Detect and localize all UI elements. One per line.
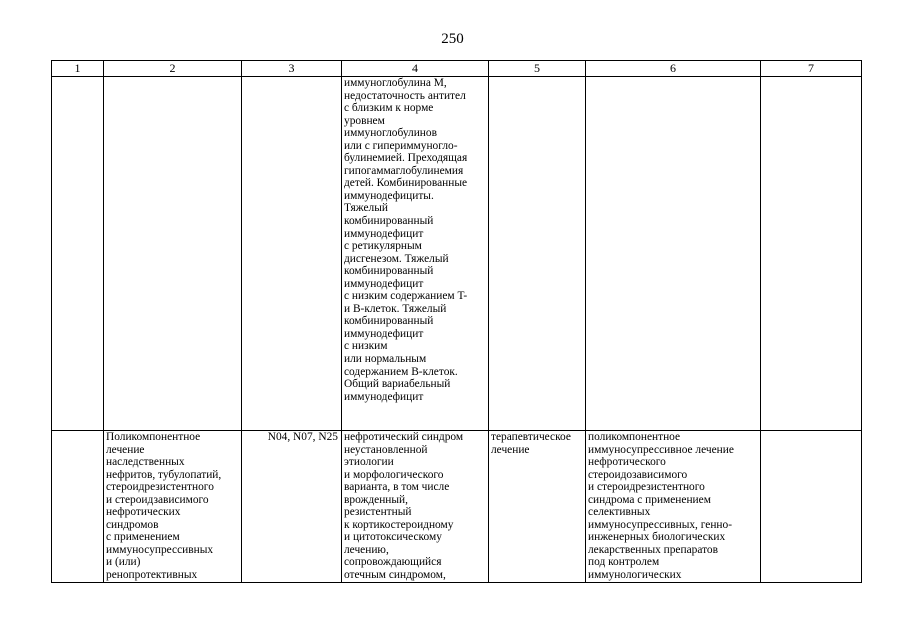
icd-codes-text: N04, N07, N25: [267, 431, 338, 443]
table-cell: [104, 431, 242, 583]
table-cell: [489, 431, 586, 583]
table-cell: [342, 77, 489, 431]
table-row: [52, 77, 862, 431]
table-cell: [342, 431, 489, 583]
care-type-text: Поликомпонентное лечение наследственных нефритов, тубулопатий, стероидрезистентного и стероидзависимого нефротических синдромов с применением иммуносупрессивных и (или) ренопротективных: [106, 431, 222, 582]
table-cell: [761, 431, 862, 583]
table-cell: [586, 77, 761, 431]
treatment-type-text: терапевтическое лечение: [491, 431, 571, 456]
table-cell: [586, 431, 761, 583]
column-number-row: [52, 61, 862, 77]
column-header-1: 1: [52, 61, 104, 77]
table-cell: [242, 431, 342, 583]
medical-care-table: [51, 60, 862, 583]
column-header-5: 5: [489, 61, 586, 77]
column-header-3: 3: [242, 61, 342, 77]
treatment-method-text: поликомпонентное иммуносупрессивное лечение нефротического стероидозависимого и стероидрезистентного синдрома с применением селективных иммуносупрессивных, генно- инженерных биологических лекарственных препаратов под контролем иммунологических: [588, 431, 734, 582]
table-cell: [52, 431, 104, 583]
column-header-6: 6: [586, 61, 761, 77]
diagnosis-text: иммуноглобулина M, недостаточность антител с близким к норме уровнем иммуноглобулинов или с гипериммуногло- булинемией. Преходящая гипогаммаглобулинемия детей. Комбинированные иммунодефициты. Тяжелый комбинированный иммунодефицит с ретикулярным дисгенезом. Тяжелый комбинированный иммунодефицит с низким содержанием T- и B-клеток. Тяжелый комбинированный иммунодефицит с низким или нормальным содержанием B-клеток. Общий вариабельный иммунодефицит: [344, 77, 468, 403]
column-header-7: 7: [761, 61, 862, 77]
column-header-2: 2: [104, 61, 242, 77]
table-cell: [761, 77, 862, 431]
table-cell: [242, 77, 342, 431]
table-row: [52, 431, 862, 583]
table-cell: [52, 77, 104, 431]
page-number: 250: [441, 31, 464, 47]
column-header-4: 4: [342, 61, 489, 77]
table-cell: [489, 77, 586, 431]
diagnosis-text: нефротический синдром неустановленной этиологии и морфологического варианта, в том числе врожденный, резистентный к кортикостероидному и цитотоксическому лечению, сопровождающийся отечным синдромом,: [344, 431, 464, 582]
table-cell: [104, 77, 242, 431]
